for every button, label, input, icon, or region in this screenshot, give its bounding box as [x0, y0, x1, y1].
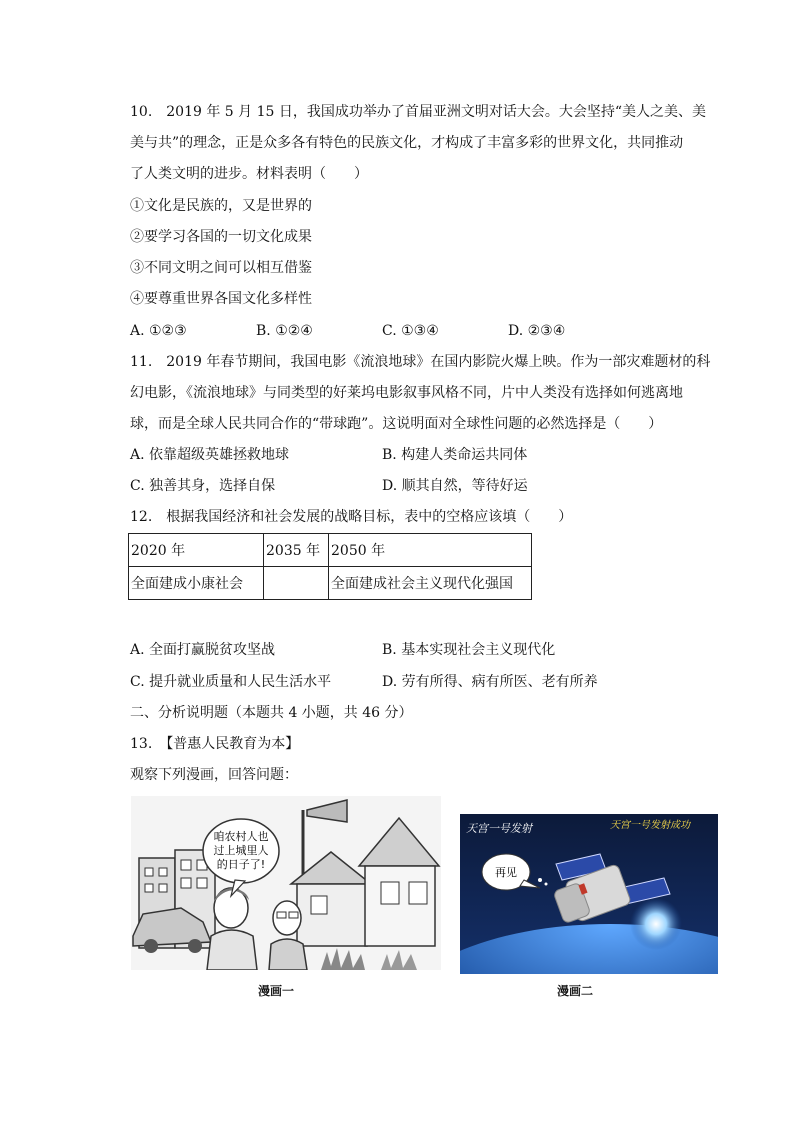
cartoon-1-image [131, 796, 441, 970]
q10-item-1: ①文化是民族的，又是世界的 [130, 198, 312, 214]
q10-option-a[interactable]: A. ①②③ [130, 323, 187, 339]
q10-item-2: ②要学习各国的一切文化成果 [130, 229, 312, 245]
section-title: 二、分析说明题（本题共 4 小题，共 46 分） [130, 705, 413, 721]
q11-line-1: 11. 2019 年春节期间，我国电影《流浪地球》在国内影院火爆上映。作为一部灾难题材的科 [130, 354, 711, 370]
q12-stem: 12. 根据我国经济和社会发展的战略目标，表中的空格应该填（ ） [130, 509, 573, 525]
q10-item-4: ④要尊重世界各国文化多样性 [130, 291, 312, 307]
cartoon-2-banner-left: 天宫一号发射 [466, 822, 532, 835]
q10-line-3: 了人类文明的进步。材料表明（ ） [130, 166, 368, 182]
table-cell-blank [264, 567, 329, 600]
q10-option-d[interactable]: D. ②③④ [508, 323, 566, 339]
table-row [129, 567, 532, 600]
q12-option-c[interactable]: C. 提升就业质量和人民生活水平 [130, 674, 332, 690]
q11-line-2: 幻电影，《流浪地球》与同类型的好莱坞电影叙事风格不同，片中人类没有选择如何逃离地 [130, 385, 683, 401]
q12-option-d[interactable]: D. 劳有所得、病有所医、老有所养 [382, 674, 598, 690]
q11-line-3: 球，而是全球人民共同合作的“带球跑”。这说明面对全球性问题的必然选择是（ ） [130, 416, 663, 432]
q10-option-c[interactable]: C. ①③④ [382, 323, 439, 339]
q12-table [128, 533, 532, 600]
cartoon-1-bubble-line-1: 咱农村人也 [213, 830, 269, 843]
cartoon-1-caption: 漫画一 [258, 984, 295, 998]
q10-option-b[interactable]: B. ①②④ [256, 323, 313, 339]
q10-line-1: 10. 2019 年 5 月 15 日，我国成功举办了首届亚洲文明对话大会。大会坚持“美人之美、美 [130, 104, 707, 120]
q11-option-a[interactable]: A. 依靠超级英雄拯救地球 [130, 447, 290, 463]
table-cell: 2050 年 [329, 534, 532, 567]
table-cell: 2020 年 [129, 534, 264, 567]
q12-option-b[interactable]: B. 基本实现社会主义现代化 [382, 642, 556, 658]
q10-line-2: 美与共”的理念，正是众多各有特色的民族文化，才构成了丰富多彩的世界文化，共同推动 [130, 135, 684, 151]
q13-heading: 13. 【普惠人民教育为本】 [130, 736, 300, 752]
cartoon-2-image [460, 814, 718, 974]
table-row [129, 534, 532, 567]
q13-instruction: 观察下列漫画，回答问题： [130, 767, 298, 783]
table-cell: 2035 年 [264, 534, 329, 567]
q11-option-d[interactable]: D. 顺其自然，等待好运 [382, 478, 528, 494]
cartoon-1-bubble-line-3: 的日子了! [216, 858, 266, 871]
q10-item-3: ③不同文明之间可以相互借鉴 [130, 260, 312, 276]
cartoon-2-banner-right: 天宫一号发射成功 [610, 820, 690, 831]
cartoon-2-bubble: 再见 [495, 866, 517, 879]
table-cell: 全面建成小康社会 [129, 567, 264, 600]
cartoon-1-bubble-line-2: 过上城里人 [213, 844, 269, 857]
table-cell: 全面建成社会主义现代化强国 [329, 567, 532, 600]
q12-option-a[interactable]: A. 全面打赢脱贫攻坚战 [130, 642, 276, 658]
cartoon-2-caption: 漫画二 [557, 984, 594, 998]
q11-option-c[interactable]: C. 独善其身，选择自保 [130, 478, 276, 494]
q11-option-b[interactable]: B. 构建人类命运共同体 [382, 447, 528, 463]
